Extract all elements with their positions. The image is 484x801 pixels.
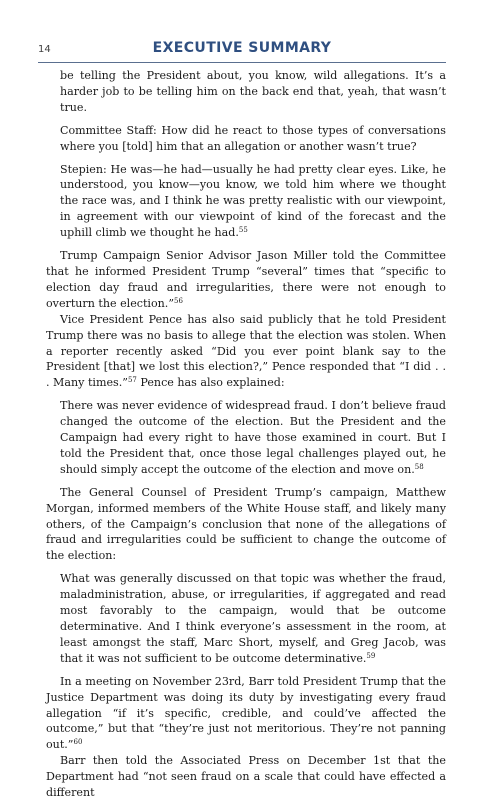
paragraph-text: Stepien: He was—he had—usually he had pretty clear eyes. Like, he understood, you know—you know, we told him where we thought the race was, and I think he was pretty realistic with our viewpoint, in agreement with our viewpoint of kind of the forecast and the uphill climb we thought he had. (60, 162, 446, 240)
paragraph-text: The General Counsel of President Trump’s campaign, Matthew Morgan, informed members of the White House staff, and likely many others, of the Campaign’s conclusion that none of the allegations of fraud and irregularities could be sufficient to change the outcome of the election: (46, 485, 446, 563)
paragraph (46, 753, 446, 801)
footnote-ref[interactable]: 59 (366, 651, 376, 660)
paragraph-text: be telling the President about, you know, wild allegations. It’s a harder job to be telling him on the back end that, yeah, that wasn’t true. (60, 69, 446, 114)
paragraph-text: Trump Campaign Senior Advisor Jason Miller told the Committee that he informed President Trump “several” times that “specific to election day fraud and irregularities, there were not enough to overturn the election.” (46, 249, 446, 310)
header-rule (38, 62, 446, 63)
paragraph-text: Pence has also explained: (136, 376, 285, 390)
page-header (0, 0, 484, 60)
paragraph-text: Barr then told the Associated Press on December 1st that the Department had “not seen fraud on a scale that could have effected a different (46, 754, 446, 800)
paragraph-text: Vice President Pence has also said publicly that he told President Trump there was no basis to allege that the election was stolen. When a reporter recently asked “Did you ever point blank say to the President [that] we lost this election?,” Pence responded that “I did . . . Many times.” (46, 312, 446, 390)
page-number: 14 (38, 44, 51, 55)
quote-paragraph (46, 398, 446, 478)
footnote-ref[interactable]: 58 (414, 462, 424, 471)
footnote-ref[interactable]: 57 (127, 376, 137, 385)
paragraph (46, 248, 446, 312)
quote-paragraph (46, 571, 446, 666)
paragraph-text: There was never evidence of widespread fraud. I don’t believe fraud changed the outcome of the election. But the President and the Campaign had every right to have those examined in court. But I told the President that, once those legal challenges played out, he should simply accept the outcome of the election and move on. (60, 399, 446, 476)
paragraph (46, 312, 446, 392)
paragraph-text: In a meeting on November 23rd, Barr told President Trump that the Justice Department was doing its duty by investigating every fraud allegation “if it’s specific, credible, and could’ve affected the outcome,” but that “they’re just not meritorious. They’re not panning out.” (46, 674, 446, 752)
quote-continuation (46, 68, 446, 116)
paragraph (46, 674, 446, 754)
running-head: EXECUTIVE SUMMARY (152, 40, 332, 56)
quote-paragraph (46, 162, 446, 242)
footnote-ref[interactable]: 56 (174, 296, 183, 305)
quote-paragraph (46, 123, 446, 155)
paragraph-text: Committee Staff: How did he react to those types of conversations where you [told] him that an allegation or another wasn’t true? (60, 123, 446, 153)
paragraph (46, 485, 446, 565)
paragraph-text: What was generally discussed on that topic was whether the fraud, maladministration, abuse, or irregularities, if aggregated and read most favorably to the campaign, would that be outcome determinative. And I think everyone’s assessment in the room, at least amongst the staff, Marc Short, myself, and Greg Jacob, was that it was not sufficient to be outcome determinative. (60, 572, 446, 665)
footnote-ref[interactable]: 55 (238, 226, 248, 235)
footnote-ref[interactable]: 60 (73, 738, 83, 747)
body-text (46, 68, 446, 801)
